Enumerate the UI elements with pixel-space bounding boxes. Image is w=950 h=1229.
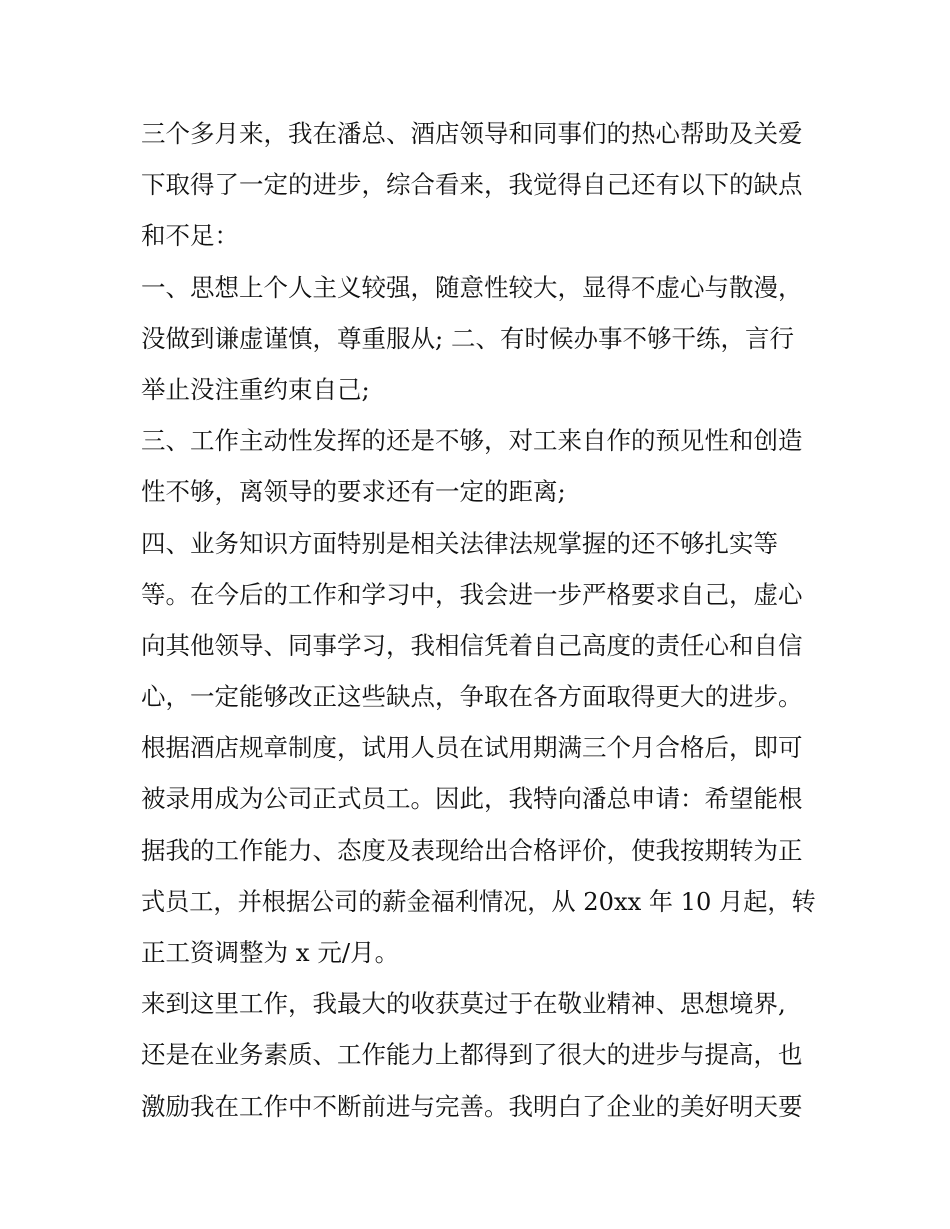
text-line: 下取得了一定的进步，综合看来，我觉得自己还有以下的缺点 — [141, 170, 803, 200]
document-body — [141, 108, 816, 1132]
paragraph-shortcoming-one-two — [141, 262, 816, 416]
text-line: 式员工，并根据公司的薪金福利情况，从 20xx 年 10 月起，转 — [141, 886, 816, 916]
text-line: 来到这里工作，我最大的收获莫过于在敬业精神、思想境界, — [141, 989, 786, 1019]
text-line: 举止没注重约束自己; — [141, 374, 370, 404]
text-line: 等。在今后的工作和学习中，我会进一步严格要求自己，虚心 — [141, 579, 803, 609]
text-line: 四、业务知识方面特别是相关法律法规掌握的还不够扎实等 — [141, 528, 778, 558]
text-line: 和不足： — [141, 221, 239, 251]
text-line: 被录用成为公司正式员工。因此，我特向潘总申请：希望能根 — [141, 784, 803, 814]
paragraph-shortcoming-three — [141, 415, 816, 517]
text-line: 据我的工作能力、态度及表现给出合格评价，使我按期转为正 — [141, 835, 803, 865]
text-line: 根据酒店规章制度，试用人员在试用期满三个月合格后，即可 — [141, 733, 803, 763]
text-line: 激励我在工作中不断前进与完善。我明白了企业的美好明天要 — [141, 1091, 803, 1121]
text-line: 没做到谦虚谨慎，尊重服从; 二、有时候办事不够干练，言行 — [141, 323, 795, 353]
text-line: 心，一定能够改正这些缺点，争取在各方面取得更大的进步。 — [141, 682, 803, 712]
text-line: 三、工作主动性发挥的还是不够，对工来自作的预见性和创造 — [141, 426, 803, 456]
paragraph-shortcoming-four-and-request — [141, 518, 816, 979]
text-line: 还是在业务素质、工作能力上都得到了很大的进步与提高，也 — [141, 1040, 803, 1070]
text-line: 一、思想上个人主义较强，随意性较大，显得不虚心与散漫， — [141, 272, 803, 302]
paragraph-gains — [141, 978, 816, 1132]
text-line: 正工资调整为 x 元/月。 — [141, 938, 400, 967]
text-line: 三个多月来，我在潘总、酒店领导和同事们的热心帮助及关爱 — [141, 119, 803, 148]
text-line: 向其他领导、同事学习，我相信凭着自己高度的责任心和自信 — [141, 630, 803, 660]
paragraph-intro — [141, 108, 816, 262]
text-line: 性不够，离领导的要求还有一定的距离; — [141, 477, 566, 507]
